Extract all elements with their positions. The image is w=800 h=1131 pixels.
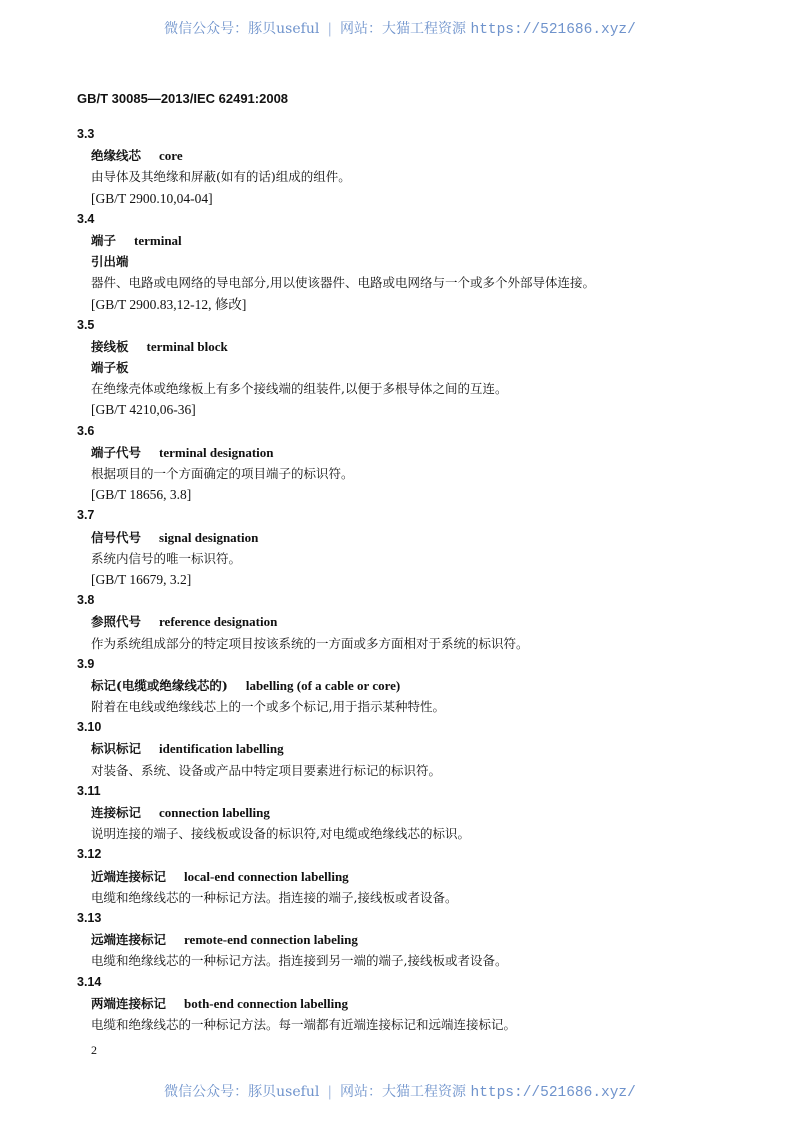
term-definition: 对装备、系统、设备或产品中特定项目要素进行标记的标识符。 <box>91 762 442 778</box>
entry-number: 3.3 <box>77 127 95 141</box>
term-entry <box>77 717 757 781</box>
term-definition: 系统内信号的唯一标识符。 <box>91 550 242 566</box>
term-entry <box>77 209 757 315</box>
entry-number: 3.11 <box>77 783 101 798</box>
term-definition: 电缆和绝缘线芯的一种标记方法。指连接到另一端的端子,接线板或者设备。 <box>91 953 508 969</box>
term-zh: 绝缘线芯 <box>91 148 142 164</box>
term-en: identification labelling <box>159 741 284 757</box>
watermark-site: 网站：大猫工程资源 <box>340 21 467 37</box>
watermark-bottom <box>0 1081 800 1101</box>
term-entry <box>77 908 757 972</box>
term-definition: 说明连接的端子、接线板或设备的标识符,对电缆或绝缘线芯的标识。 <box>91 826 470 842</box>
term-en: local-end connection labelling <box>184 868 349 884</box>
entry-number: 3.13 <box>77 910 102 925</box>
term-heading <box>77 866 757 887</box>
term-en: connection labelling <box>159 805 270 820</box>
watermark-separator: | <box>327 21 333 37</box>
term-zh: 两端连接标记 <box>91 995 167 1011</box>
page-number: 2 <box>91 1043 97 1057</box>
term-definition: 根据项目的一个方面确定的项目端子的标识符。 <box>91 466 354 481</box>
term-zh: 标识标记 <box>91 741 142 757</box>
term-definition: 电缆和绝缘线芯的一种标记方法。指连接的端子,接线板或者设备。 <box>91 889 458 905</box>
term-synonym: 引出端 <box>91 254 129 270</box>
term-en: both-end connection labelling <box>184 995 348 1011</box>
term-heading <box>77 230 757 251</box>
watermark-url[interactable]: https://521686.xyz/ <box>470 22 636 38</box>
watermark-site: 网站：大猫工程资源 <box>340 1084 467 1100</box>
term-source: [GB/T 16679, 3.2] <box>91 571 192 587</box>
watermark-wechat: 微信公众号：豚贝useful <box>164 21 320 37</box>
term-source: [GB/T 4210,06-36] <box>91 402 196 418</box>
term-zh: 信号代号 <box>91 529 142 545</box>
entry-number: 3.10 <box>77 720 102 735</box>
standard-number: GB/T 30085—2013/IEC 62491:2008 <box>77 91 289 106</box>
entry-number: 3.9 <box>77 656 95 671</box>
term-definition: 附着在电线或绝缘线芯上的一个或多个标记,用于指示某种特性。 <box>91 699 445 715</box>
entry-number: 3.7 <box>77 508 95 523</box>
term-en: signal designation <box>159 529 259 545</box>
term-definition: 作为系统组成部分的特定项目按该系统的一方面或多方面相对于系统的标识符。 <box>91 635 529 651</box>
watermark-wechat: 微信公众号：豚贝useful <box>164 1084 320 1100</box>
term-heading <box>77 802 757 823</box>
entry-number: 3.8 <box>77 593 95 608</box>
term-entry <box>77 124 757 209</box>
entry-number: 3.14 <box>77 974 102 989</box>
term-heading <box>77 527 757 548</box>
term-entry <box>77 505 757 590</box>
term-en: terminal <box>134 232 182 248</box>
term-en: terminal block <box>146 338 228 354</box>
term-entry <box>77 654 757 718</box>
term-source: [GB/T 2900.10,04-04] <box>91 190 213 206</box>
term-source: [GB/T 2900.83,12-12, 修改] <box>91 296 247 312</box>
term-entry <box>77 972 757 1036</box>
term-definition: 器件、电路或电网络的导电部分,用以使该器件、电路或电网络与一个或多个外部导体连接。 <box>91 275 595 291</box>
watermark-top <box>0 18 800 38</box>
term-definition: 在绝缘壳体或绝缘板上有多个接线端的组装件,以便于多根导体之间的互连。 <box>91 381 508 397</box>
term-heading <box>77 929 757 950</box>
term-entry <box>77 421 757 506</box>
term-zh: 端子代号 <box>91 444 142 460</box>
entry-number: 3.12 <box>77 847 102 862</box>
term-heading <box>77 442 757 463</box>
term-heading <box>77 611 757 632</box>
term-heading <box>77 675 757 696</box>
terms-list <box>77 124 757 1035</box>
term-heading <box>77 145 757 166</box>
term-entry <box>77 315 757 421</box>
term-source: [GB/T 18656, 3.8] <box>91 487 192 503</box>
term-zh: 远端连接标记 <box>91 932 167 948</box>
entry-number: 3.4 <box>77 211 95 226</box>
term-en: remote-end connection labeling <box>184 932 358 948</box>
entry-number: 3.5 <box>77 317 95 332</box>
term-zh: 参照代号 <box>91 614 142 630</box>
term-en: core <box>159 148 183 164</box>
term-entry <box>77 590 757 654</box>
term-zh: 连接标记 <box>91 805 142 820</box>
term-en: reference designation <box>159 614 278 630</box>
term-zh: 近端连接标记 <box>91 868 167 884</box>
term-en: labelling (of a cable or core) <box>245 677 401 693</box>
term-definition: 电缆和绝缘线芯的一种标记方法。每一端都有近端连接标记和远端连接标记。 <box>91 1016 517 1032</box>
term-en: terminal designation <box>159 444 274 460</box>
term-heading <box>77 738 757 759</box>
entry-number: 3.6 <box>77 423 95 438</box>
watermark-url[interactable]: https://521686.xyz/ <box>470 1085 636 1101</box>
term-synonym: 端子板 <box>91 360 129 376</box>
term-heading <box>77 336 757 357</box>
watermark-separator: | <box>327 1084 333 1100</box>
term-heading <box>77 993 757 1014</box>
term-entry <box>77 844 757 908</box>
term-entry <box>77 781 757 845</box>
term-zh: 接线板 <box>91 338 129 354</box>
term-zh: 标记(电缆或绝缘线芯的) <box>91 677 228 693</box>
term-zh: 端子 <box>91 232 117 248</box>
term-definition: 由导体及其绝缘和屏蔽(如有的话)组成的组件。 <box>91 169 351 185</box>
